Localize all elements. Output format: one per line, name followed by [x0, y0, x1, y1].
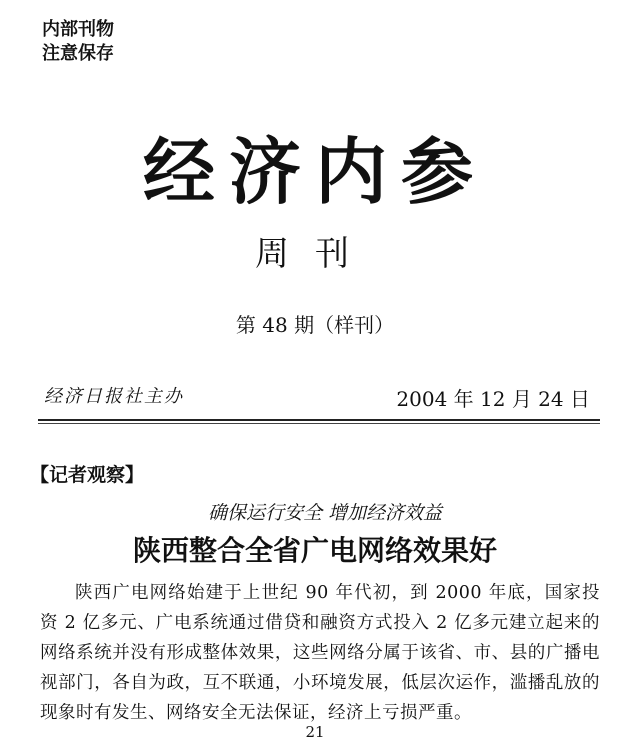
- masthead-subtitle: 周刊: [255, 234, 375, 274]
- article-paragraph: 陕西广电网络始建于上世纪 90 年代初，到 2000 年底，国家投资 2 亿多元、广电系统通过借贷和融资方式投入 2 亿多元建立起来的网络系统并没有形成整体效果，这些网络分属于该省、市、县的广播电视部门，各自为政，互不联通，小环境发展，低层次运作，滥播乱放的现象时有发生、网络安全无法保证，经济上亏损严重。: [40, 583, 600, 723]
- page-number: 21: [305, 723, 325, 741]
- internal-notice: [42, 18, 114, 66]
- publisher: 经济日报社主办: [44, 386, 184, 407]
- column-label: 【记者观察】: [30, 464, 145, 486]
- article-headline: 陕西整合全省广电网络效果好: [132, 534, 497, 567]
- masthead-title: 经济内参: [142, 130, 487, 214]
- notice-line-2: 注意保存: [42, 43, 114, 64]
- header-rule: [38, 419, 600, 421]
- notice-line-1: 内部刊物: [42, 19, 114, 40]
- article-kicker: 确保运行安全 增加经济效益: [207, 502, 443, 524]
- header-rule-thin: [38, 423, 600, 424]
- publication-date: 2004 年 12 月 24 日: [396, 387, 590, 411]
- article-body: [40, 578, 600, 728]
- issue-number: 第 48 期（样刊）: [235, 313, 395, 337]
